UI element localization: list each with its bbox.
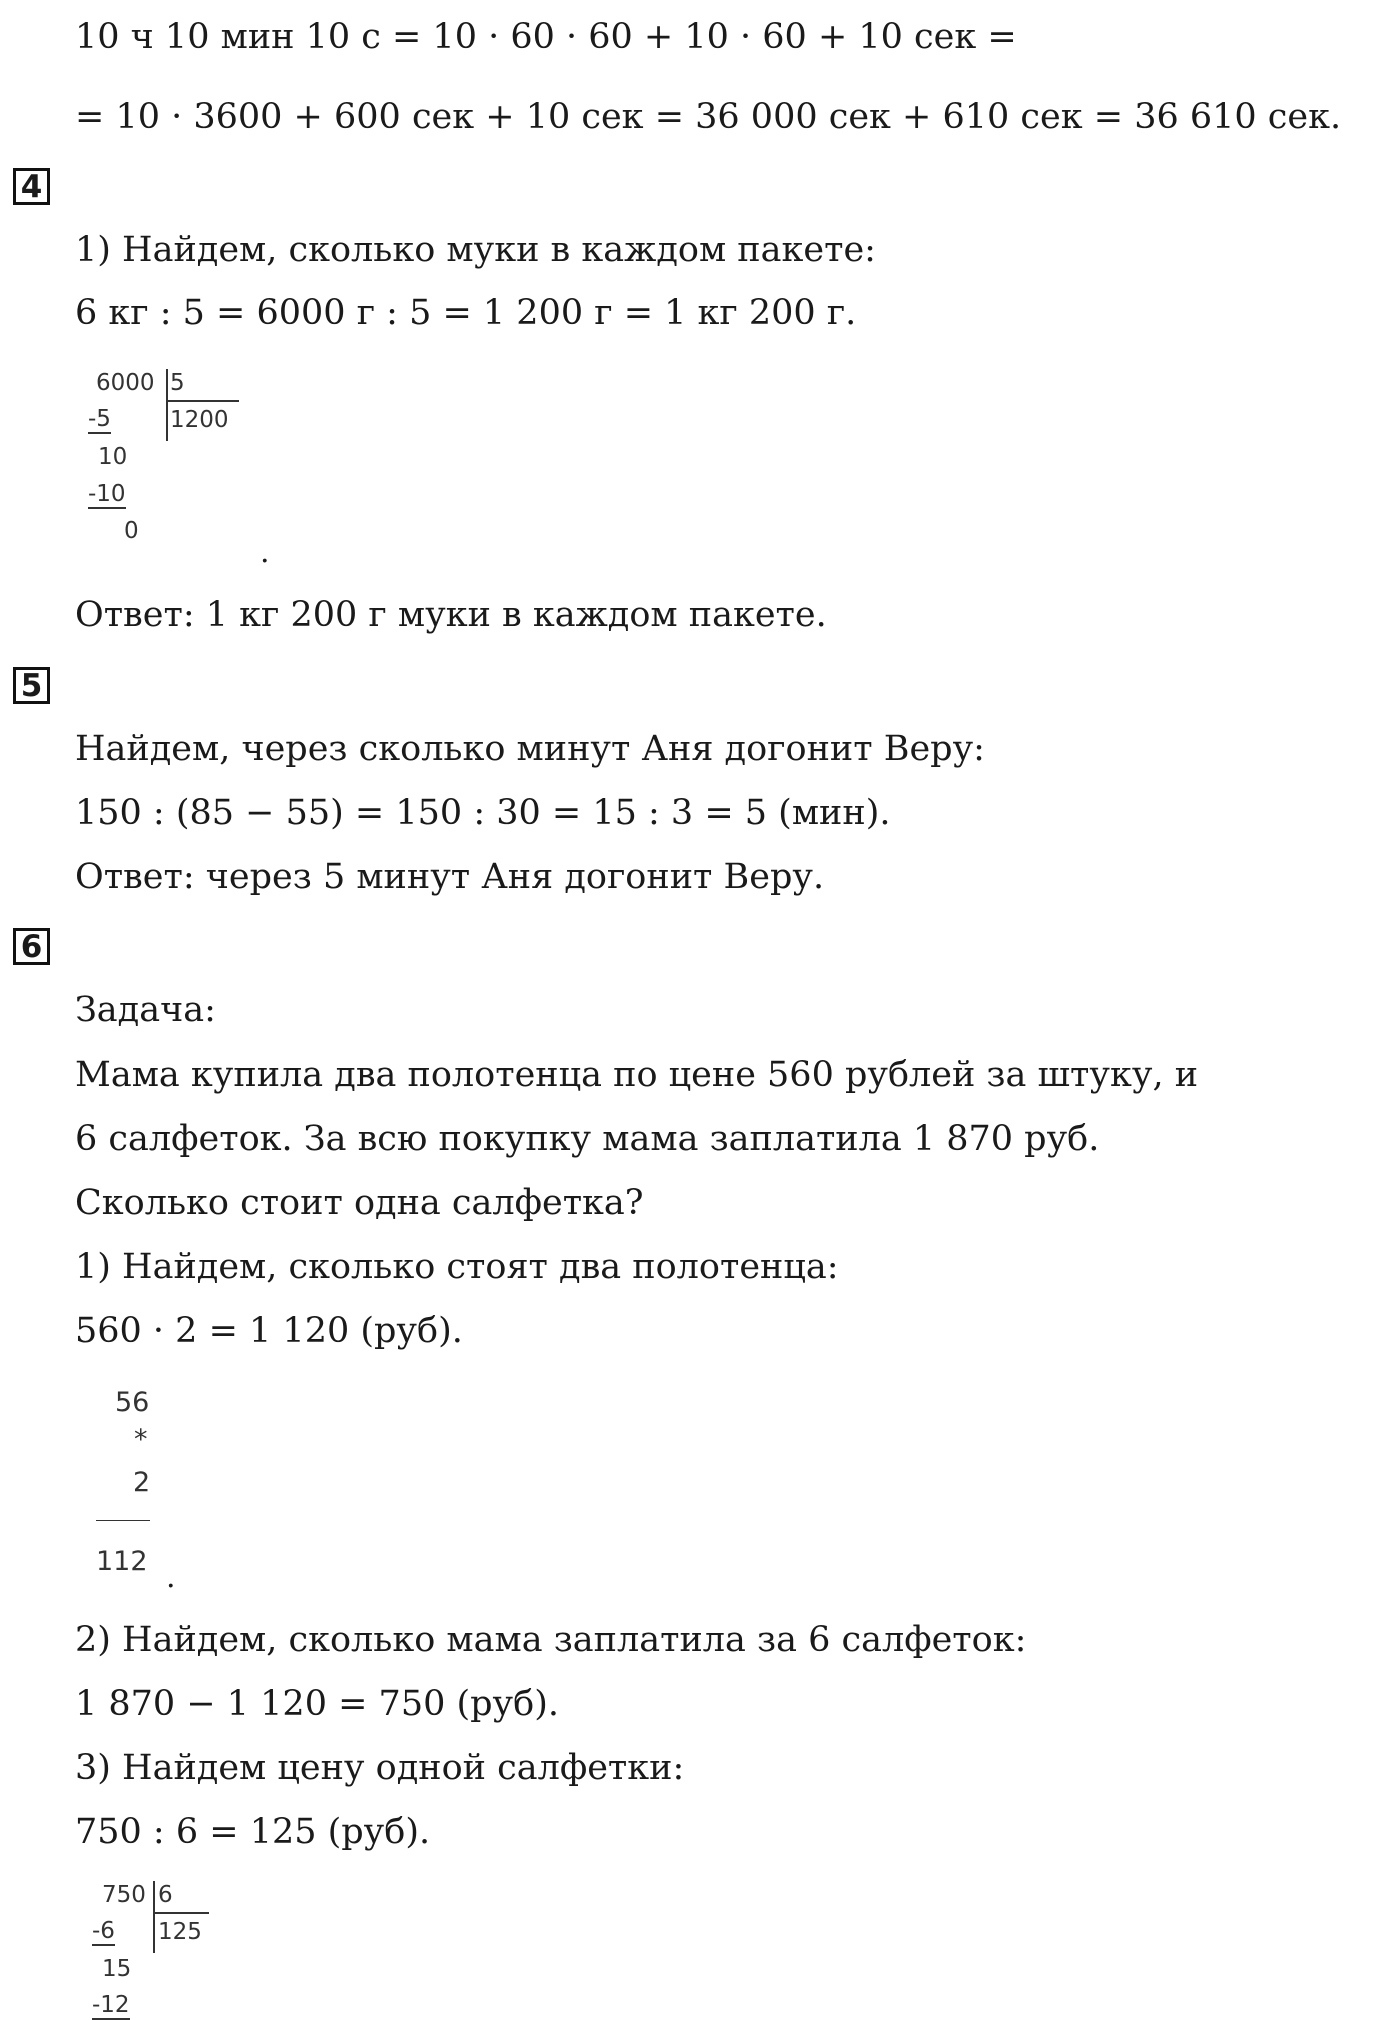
- task6-text-2: 6 салфеток. За всю покупку мама заплатила 1 870 руб.: [75, 1119, 1100, 1159]
- divisor: 5: [170, 370, 185, 396]
- product: 112: [96, 1546, 148, 1577]
- task5-intro: Найдем, через сколько минут Аня догонит Веру:: [75, 729, 985, 769]
- dividend: 6000: [96, 370, 155, 396]
- division-bar: [153, 1881, 155, 1953]
- factor-a: 56: [115, 1387, 150, 1418]
- quotient-line: [167, 400, 239, 402]
- period-mark: .: [166, 1560, 176, 1595]
- division-row: -5: [88, 406, 111, 432]
- multiply-sign: *: [134, 1424, 148, 1455]
- quotient-line: [154, 1912, 209, 1914]
- division-bar: [166, 369, 168, 441]
- task5-calc: 150 : (85 − 55) = 150 : 30 = 15 : 3 = 5 (мин).: [75, 793, 891, 833]
- division-row: -12: [92, 1992, 130, 2018]
- task4-answer: Ответ: 1 кг 200 г муки в каждом пакете.: [75, 595, 827, 635]
- multiplication-line: [96, 1520, 150, 1521]
- task6-step2: 2) Найдем, сколько мама заплатила за 6 салфеток:: [75, 1620, 1027, 1660]
- task6-calc3: 750 : 6 = 125 (руб).: [75, 1812, 431, 1852]
- task6-calc2: 1 870 − 1 120 = 750 (руб).: [75, 1684, 559, 1724]
- task-number-5: 5: [13, 667, 50, 704]
- divisor: 6: [158, 1882, 173, 1908]
- factor-b: 2: [133, 1467, 151, 1498]
- task-number-6: 6: [13, 928, 50, 965]
- task4-calc: 6 кг : 5 = 6000 г : 5 = 1 200 г = 1 кг 200 г.: [75, 293, 857, 333]
- dividend: 750: [102, 1882, 146, 1908]
- task6-text-1: Мама купила два полотенца по цене 560 рублей за штуку, и: [75, 1055, 1199, 1095]
- quotient: 1200: [170, 407, 229, 433]
- division-row: 15: [102, 1956, 132, 1982]
- task6-title: Задача:: [75, 990, 216, 1030]
- task6-calc1: 560 · 2 = 1 120 (руб).: [75, 1311, 463, 1351]
- task5-answer: Ответ: через 5 минут Аня догонит Веру.: [75, 857, 825, 897]
- task-number-4: 4: [13, 168, 50, 205]
- task4-step1: 1) Найдем, сколько муки в каждом пакете:: [75, 230, 876, 270]
- division-row: -10: [88, 481, 126, 507]
- equation-line-1: 10 ч 10 мин 10 с = 10 · 60 · 60 + 10 · 60 + 10 сек =: [75, 17, 1017, 57]
- task6-step3: 3) Найдем цену одной салфетки:: [75, 1748, 685, 1788]
- division-row: 0: [124, 518, 139, 544]
- equation-line-2: = 10 · 3600 + 600 сек + 10 сек = 36 000 сек + 610 сек = 36 610 сек.: [75, 97, 1342, 137]
- task6-text-3: Сколько стоит одна салфетка?: [75, 1183, 644, 1223]
- division-row: 10: [98, 444, 128, 470]
- division-row: -6: [92, 1918, 115, 1944]
- period-mark: .: [260, 535, 270, 570]
- quotient: 125: [158, 1919, 202, 1945]
- task6-step1: 1) Найдем, сколько стоят два полотенца:: [75, 1247, 839, 1287]
